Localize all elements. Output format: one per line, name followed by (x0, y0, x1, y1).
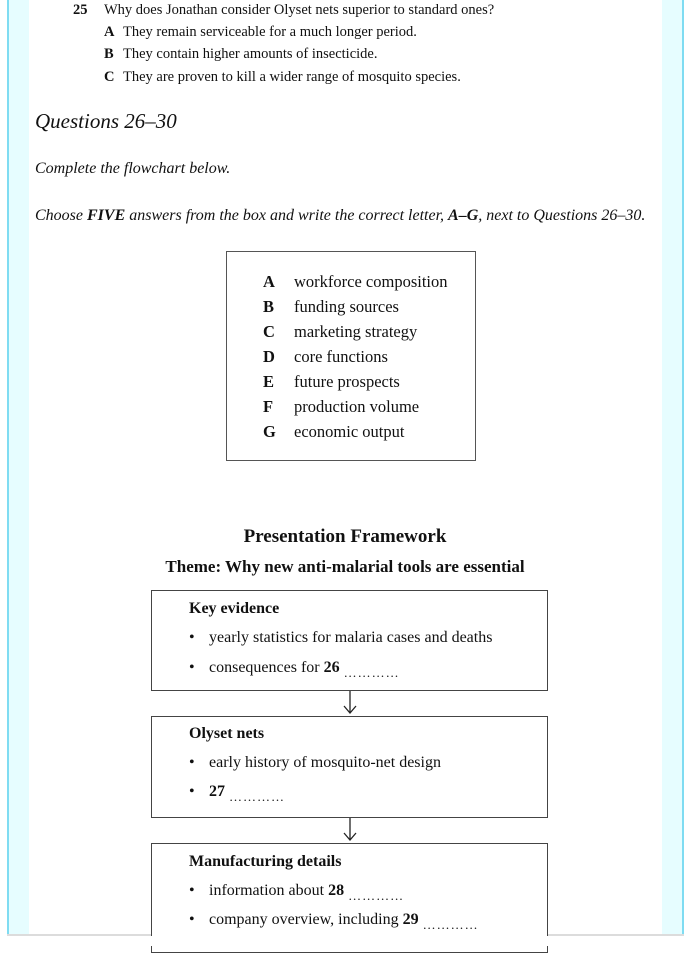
box-option-text: funding sources (294, 297, 399, 316)
option-text-c: They are proven to kill a wider range of mosquito species. (123, 69, 461, 85)
bullet-item (189, 659, 400, 680)
box-option-text: production volume (294, 397, 420, 416)
bullet-text: early history of mosquito-net design (209, 754, 441, 771)
box-option-text: workforce composition (294, 272, 448, 291)
instruction-text: answers from the box and write the correct letter, (125, 207, 449, 224)
arrow-down-icon (343, 818, 357, 842)
box-option-text: core functions (294, 347, 388, 366)
answer-blank-28[interactable]: ………… (348, 888, 405, 903)
box-option-letter: G (263, 422, 276, 441)
box-heading: Olyset nets (189, 725, 265, 742)
instruction-bold-range: A–G (448, 207, 479, 224)
bullet-icon: • (189, 783, 195, 800)
flowchart-title: Presentation Framework (243, 526, 447, 547)
question-number-27: 27 (209, 783, 225, 800)
frame-left-margin (9, 0, 29, 935)
arrow-down-icon (343, 691, 357, 715)
frame-right-border (682, 0, 684, 935)
box-option-letter: D (263, 347, 275, 366)
instruction-bold-five: FIVE (87, 207, 126, 224)
instruction-text: , next to Questions 26–30. (478, 207, 646, 224)
option-letter-b[interactable]: B (104, 46, 114, 62)
bullet-icon: • (189, 629, 195, 646)
box-option-letter: F (263, 397, 274, 416)
box-option-text: marketing strategy (294, 322, 418, 341)
box-option-text: economic output (294, 422, 405, 441)
bullet-icon: • (189, 911, 195, 928)
question-number: 25 (73, 2, 88, 18)
box-option-letter: E (263, 372, 275, 391)
question-number-28: 28 (328, 882, 345, 899)
bullet-text: consequences for (209, 659, 324, 676)
bullet-text: yearly statistics for malaria cases and deaths (209, 629, 493, 646)
bullet-item (189, 783, 285, 804)
instruction-choose (35, 207, 645, 225)
box-option-text: future prospects (294, 372, 400, 391)
bullet-item (189, 882, 405, 903)
answer-blank-27[interactable]: ………… (229, 789, 285, 804)
question-number-26: 26 (323, 659, 340, 676)
instruction-text: Choose (35, 207, 87, 224)
box-heading: Key evidence (189, 600, 280, 617)
flowchart-box-olyset-nets (151, 716, 548, 818)
bullet-icon: • (189, 754, 195, 771)
option-letter-c[interactable]: C (104, 69, 115, 85)
bullet-item (189, 754, 441, 772)
box-option-letter: C (263, 322, 275, 341)
question-text: Why does Jonathan consider Olyset nets superior to standard ones? (104, 2, 495, 18)
flowchart-theme: Theme: Why new anti-malarial tools are essential (165, 557, 525, 576)
page-clip (0, 936, 690, 946)
answer-options-box (226, 251, 476, 461)
option-text-a: They remain serviceable for a much longer period. (123, 24, 417, 40)
bullet-text: information about (209, 882, 329, 899)
bullet-text: company overview, including (209, 911, 403, 928)
frame-right-margin (662, 0, 682, 935)
option-letter-a[interactable]: A (104, 24, 115, 40)
box-option-letter: B (263, 297, 275, 316)
bullet-item (189, 629, 492, 647)
bullet-item (189, 911, 479, 932)
option-text-b: They contain higher amounts of insecticide. (123, 46, 378, 62)
answer-blank-26[interactable]: ………… (343, 665, 400, 680)
box-heading: Manufacturing details (189, 853, 342, 870)
instruction-complete: Complete the flowchart below. (35, 160, 231, 177)
section-title: Questions 26–30 (35, 109, 177, 133)
question-number-29: 29 (402, 911, 419, 928)
answer-blank-29[interactable]: ………… (422, 917, 479, 932)
bullet-icon: • (189, 659, 195, 676)
bullet-icon: • (189, 882, 195, 899)
box-option-letter: A (263, 272, 275, 291)
flowchart-box-key-evidence (151, 590, 548, 691)
